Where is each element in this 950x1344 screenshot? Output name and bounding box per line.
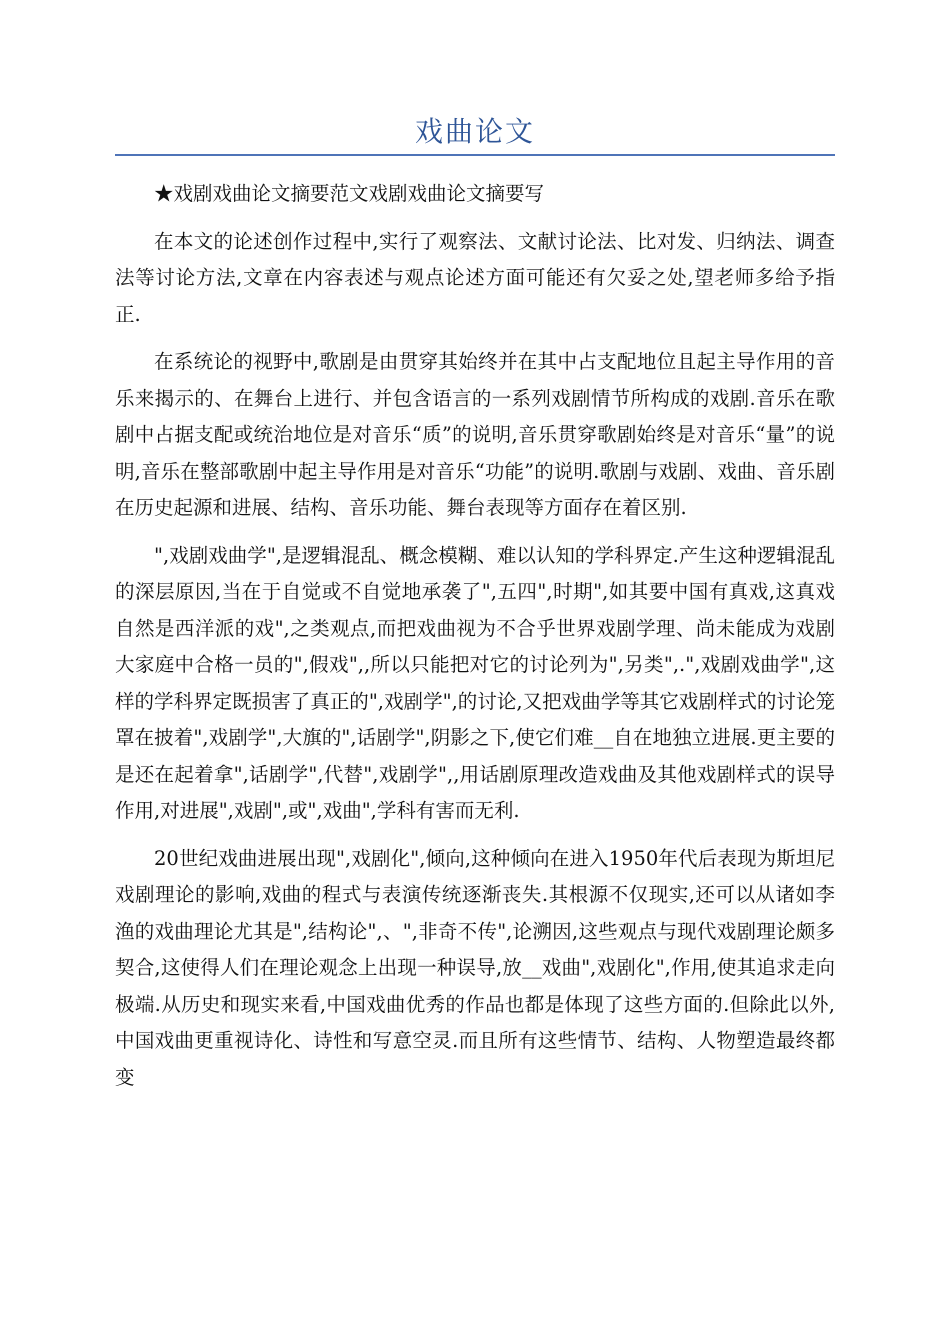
paragraph: 在本文的论述创作过程中,实行了观察法、文献讨论法、比对发、归纳法、调查法等讨论方法,文章在内容表述与观点论述方面可能还有欠妥之处,望老师多给予指正. [115,229,835,326]
document-body [115,176,835,1107]
paragraph-heading: ★戏剧戏曲论文摘要范文戏剧戏曲论文摘要写 [154,182,545,205]
document-title: 戏曲论文 [414,115,535,148]
title-underline [115,154,835,156]
paragraph: 20世纪戏曲进展出现",戏剧化",倾向,这种倾向在进入1950年代后表现为斯坦尼戏剧理论的影响,戏曲的程式与表演传统逐渐丧失.其根源不仅现实,还可以从诸如李渔的戏曲理论尤其是",结构论",、",非奇不传",论溯因,这些观点与现代戏剧理论颇多契合,这使得人们在理论观念上出现一种误导,放__戏曲",戏剧化",作用,使其追求走向极端.从历史和现实来看,中国戏曲优秀的作品也都是体现了这些方面的.但除此以外,中国戏曲更重视诗化、诗性和写意空灵.而且所有这些情节、结构、人物塑造最终都变 [115,846,835,1089]
paragraph: 在系统论的视野中,歌剧是由贯穿其始终并在其中占支配地位且起主导作用的音乐来揭示的、在舞台上进行、并包含语言的一系列戏剧情节所构成的戏剧.音乐在歌剧中占据支配或统治地位是对音乐“质”的说明,音乐贯穿歌剧始终是对音乐“量”的说明,音乐在整部歌剧中起主导作用是对音乐“功能”的说明.歌剧与戏剧、戏曲、音乐剧在历史起源和进展、结构、音乐功能、舞台表现等方面存在着区别. [115,350,835,519]
paragraph: ",戏剧戏曲学",是逻辑混乱、概念模糊、难以认知的学科界定.产生这种逻辑混乱的深层原因,当在于自觉或不自觉地承袭了",五四",时期",如其要中国有真戏,这真戏自然是西洋派的戏",之类观点,而把戏曲视为不合乎世界戏剧学理、尚未能成为戏剧大家庭中合格一员的",假戏",,所以只能把对它的讨论列为",另类",.",戏剧戏曲学",这样的学科界定既损害了真正的",戏剧学",的讨论,又把戏曲学等其它戏剧样式的讨论笼罩在披着",戏剧学",大旗的",话剧学",阴影之下,使它们难__自在地独立进展.更主要的是还在起着拿",话剧学",代替",戏剧学",,用话剧原理改造戏曲及其他戏剧样式的误导作用,对进展",戏剧",或",戏曲",学科有害而无利. [115,543,835,822]
